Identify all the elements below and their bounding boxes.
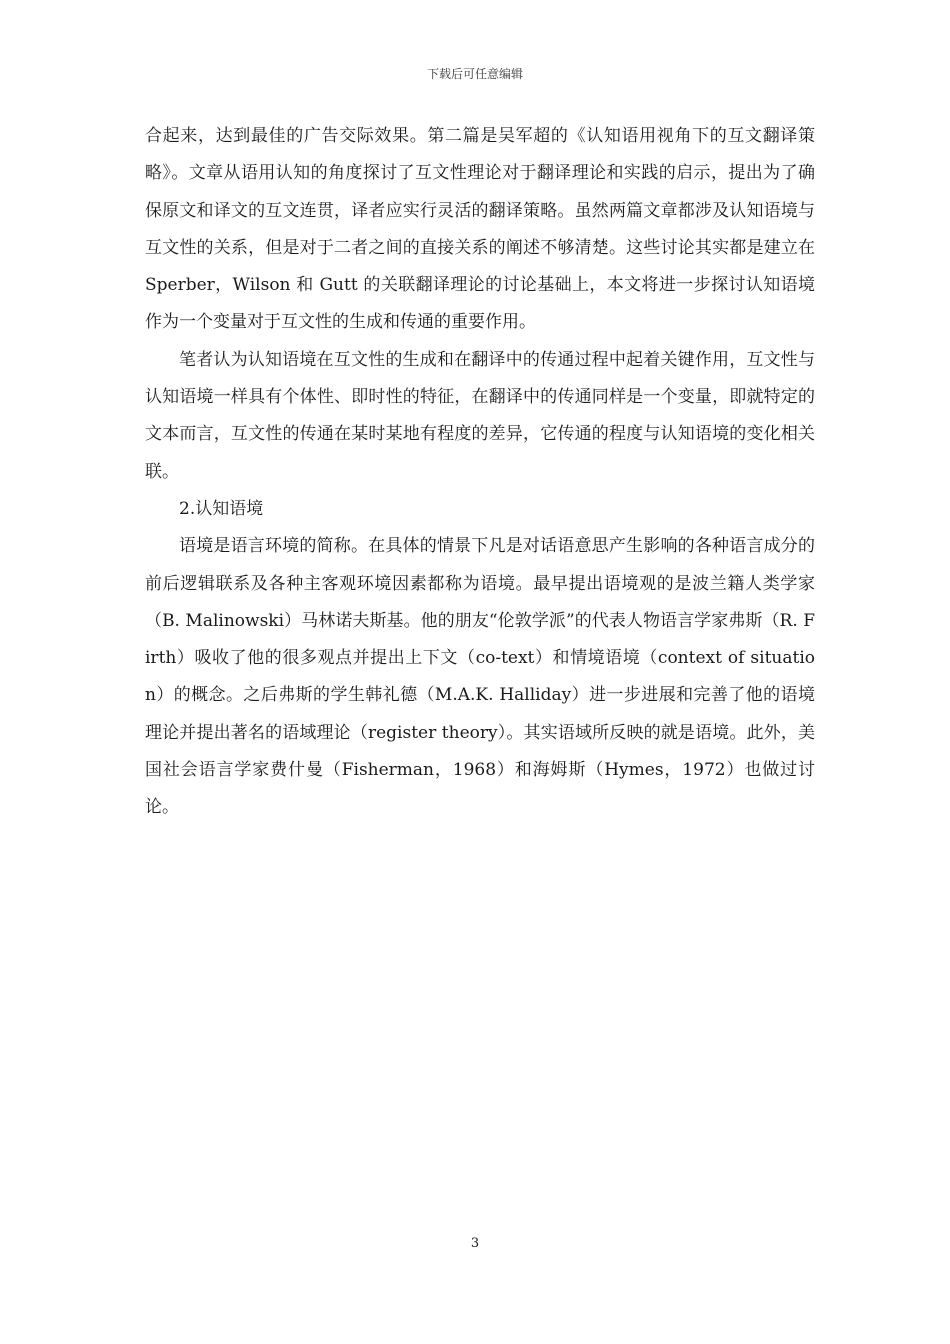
paragraph-context-definition: 语境是语言环境的简称。在具体的情景下凡是对话语意思产生影响的各种语言成分的前后逻辑联系及各种主客观环境因素都称为语境。最早提出语境观的是波兰籍人类学家（B. Malinowski）马林诺夫斯基。他的朋友“伦敦学派”的代表人物语言学家弗斯（R. Firth）吸收了他的很多观点并提出上下文（co-text）和情境语境（context of situation）的概念。之后弗斯的学生韩礼德（M.A.K. Halliday）进一步进展和完善了他的语境理论并提出著名的语域理论（register theory）。其实语域所反映的就是语境。此外，美国社会语言学家费什曼（Fisherman，1968）和海姆斯（Hymes，1972）也做过讨论。 bbox=[145, 536, 815, 818]
page-number: 3 bbox=[470, 1236, 480, 1251]
document-body bbox=[145, 118, 815, 827]
section-heading: 2.认知语境 bbox=[179, 498, 264, 519]
paragraph-continued: 合起来，达到最佳的广告交际效果。第二篇是吴军超的《认知语用视角下的互文翻译策略》。文章从语用认知的角度探讨了互文性理论对于翻译理论和实践的启示，提出为了确保原文和译文的互文连贯，译者应实行灵活的翻译策略。虽然两篇文章都涉及认知语境与互文性的关系，但是对于二者之间的直接关系的阐述不够清楚。这些讨论其实都是建立在 Sperber，Wilson 和 Gutt 的关联翻译理论的讨论基础上，本文将进一步探讨认知语境作为一个变量对于互文性的生成和传通的重要作用。 bbox=[145, 126, 815, 333]
page-header: 下载后可任意编辑 bbox=[426, 67, 523, 81]
paragraph-author-view: 笔者认为认知语境在互文性的生成和在翻译中的传通过程中起着关键作用，互文性与认知语境一样具有个体性、即时性的特征，在翻译中的传通同样是一个变量，即就特定的文本而言，互文性的传通在某时某地有程度的差异，它传通的程度与认知语境的变化相关联。 bbox=[145, 349, 815, 482]
